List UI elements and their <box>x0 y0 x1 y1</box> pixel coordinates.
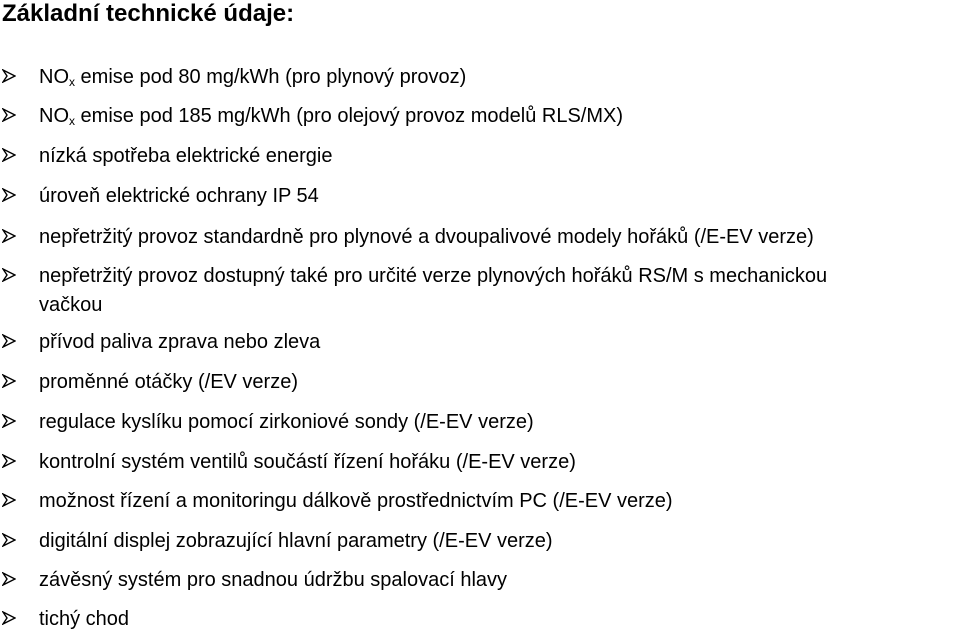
arrowhead-bullet-icon <box>2 533 16 547</box>
list-item-line: nepřetržitý provoz dostupný také pro určité verze plynových hořáků RS/M s mechanickou <box>39 265 828 287</box>
list-item-text: digitální displej zobrazující hlavní parametry (/E-EV verze) <box>39 530 553 552</box>
list-item-text: regulace kyslíku pomocí zirkoniové sondy (/E-EV verze) <box>39 411 534 433</box>
list-item-text: možnost řízení a monitoringu dálkově prostřednictvím PC (/E-EV verze) <box>39 490 673 512</box>
list-item-text: nízká spotřeba elektrické energie <box>39 145 333 167</box>
list-item-text: $NO_x$ emise pod 185 mg/kWh (pro olejový provoz modelů RLS/MX) <box>39 105 624 128</box>
list-item-text: tichý chod <box>39 608 130 630</box>
list-item-text: závěsný systém pro snadnou údržbu spalovací hlavy <box>39 569 508 591</box>
list-item-text: úroveň elektrické ochrany IP 54 <box>39 185 319 207</box>
arrowhead-bullet-icon <box>2 148 16 162</box>
arrowhead-bullet-icon <box>2 374 16 388</box>
list-item-text: $NO_x$ emise pod 80 mg/kWh (pro plynový provoz) <box>39 66 467 89</box>
arrowhead-bullet-icon <box>2 108 16 122</box>
arrowhead-bullet-icon <box>2 493 16 507</box>
list-item-line: vačkou <box>39 294 103 316</box>
arrowhead-bullet-icon <box>2 334 16 348</box>
list-item-text <box>39 264 954 317</box>
arrowhead-bullet-icon <box>2 454 16 468</box>
arrowhead-bullet-icon <box>2 229 16 243</box>
list-item-text: přívod paliva zprava nebo zleva <box>39 331 321 353</box>
arrowhead-bullet-icon <box>2 414 16 428</box>
arrowhead-bullet-icon <box>2 572 16 586</box>
list-item-text: proměnné otáčky (/EV verze) <box>39 371 298 393</box>
arrowhead-bullet-icon <box>2 611 16 625</box>
arrowhead-bullet-icon <box>2 188 16 202</box>
arrowhead-bullet-icon <box>2 69 16 83</box>
list-item-text: nepřetržitý provoz standardně pro plynové a dvoupalivové modely hořáků (/E-EV verze) <box>39 226 814 248</box>
page-title: Základní technické údaje: <box>2 0 295 27</box>
list-item-text: kontrolní systém ventilů součástí řízení hořáku (/E-EV verze) <box>39 451 576 473</box>
arrowhead-bullet-icon <box>2 268 16 282</box>
